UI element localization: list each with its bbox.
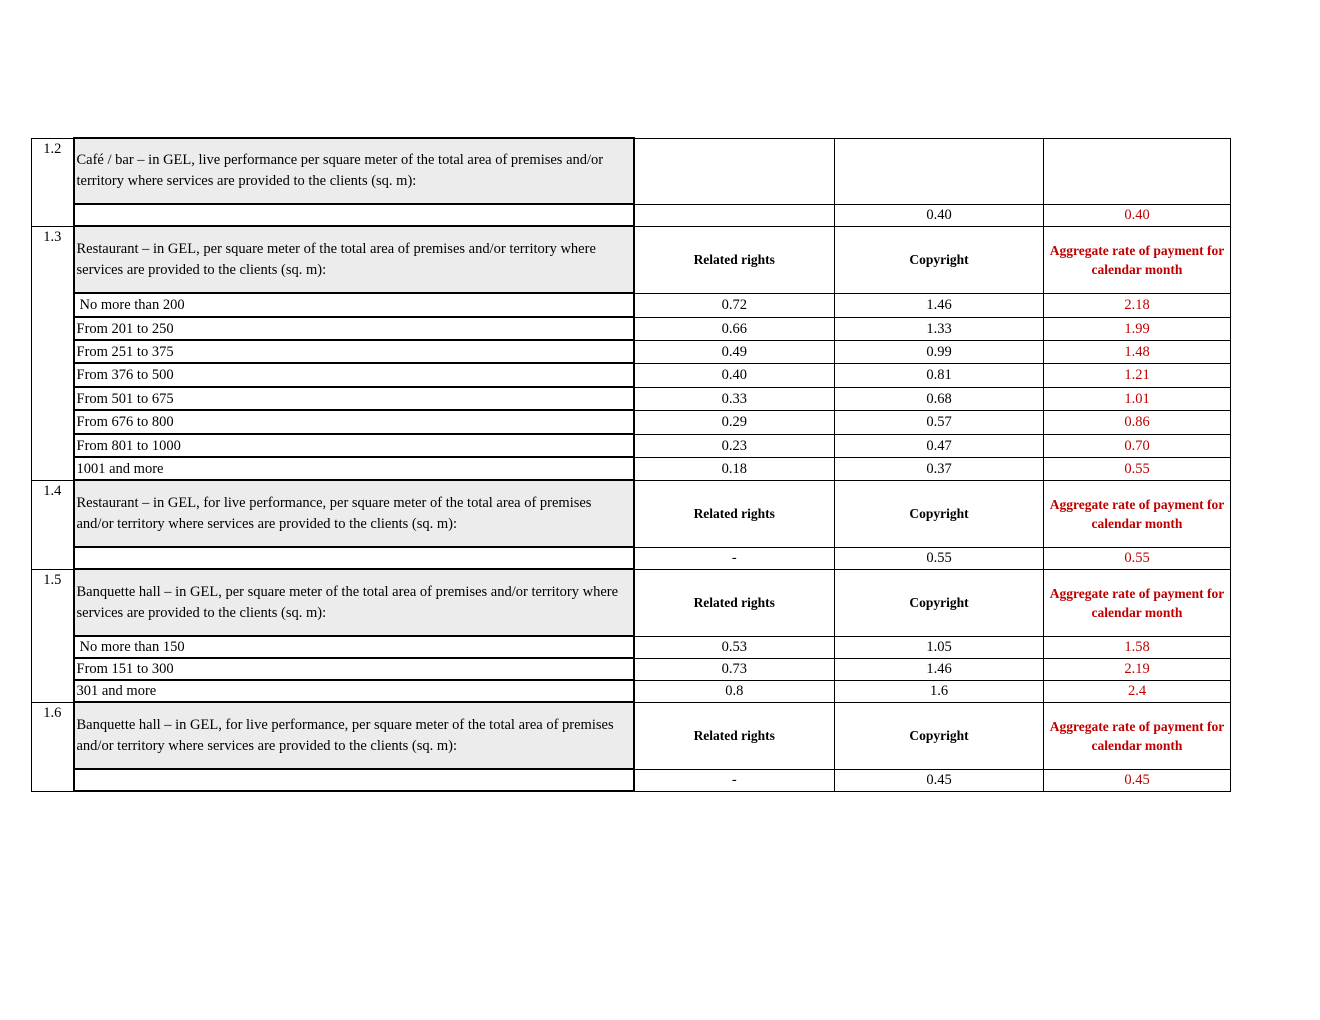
aggregate-rate-value: 2.4 <box>1044 680 1231 702</box>
related-rights-value: 0.72 <box>634 293 835 317</box>
aggregate-rate-header: Aggregate rate of payment for calendar month <box>1044 480 1231 547</box>
copyright-value: 0.37 <box>835 457 1044 480</box>
related-rights-value: - <box>634 769 835 791</box>
copyright-header: Copyright <box>835 480 1044 547</box>
aggregate-rate-value: 2.19 <box>1044 658 1231 680</box>
copyright-value: 1.05 <box>835 636 1044 658</box>
aggregate-rate-value: 0.40 <box>1044 204 1231 226</box>
row-label: No more than 150 <box>74 636 634 658</box>
copyright-value: 0.68 <box>835 387 1044 410</box>
row-label <box>74 547 634 569</box>
aggregate-rate-header: Aggregate rate of payment for calendar month <box>1044 226 1231 293</box>
copyright-value: 1.6 <box>835 680 1044 702</box>
row-label: From 801 to 1000 <box>74 434 634 457</box>
related-rights-header: Related rights <box>634 702 835 769</box>
aggregate-rate-value: 0.86 <box>1044 410 1231 434</box>
section-number: 1.6 <box>32 702 74 791</box>
section-description: Restaurant – in GEL, for live performance, per square meter of the total area of premises and/or territory where services are provided to the clients (sq. m): <box>74 480 634 547</box>
copyright-header: Copyright <box>835 569 1044 636</box>
aggregate-rate-value: 1.99 <box>1044 317 1231 340</box>
copyright-value: 1.46 <box>835 658 1044 680</box>
copyright-value: 0.45 <box>835 769 1044 791</box>
related-rights-value: 0.33 <box>634 387 835 410</box>
copyright-value: 0.99 <box>835 340 1044 363</box>
section-description: Banquette hall – in GEL, per square meter of the total area of premises and/or territory where services are provided to the clients (sq. m): <box>74 569 634 636</box>
related-rights-value: - <box>634 547 835 569</box>
copyright-header: Copyright <box>835 702 1044 769</box>
aggregate-rate-value: 0.45 <box>1044 769 1231 791</box>
related-rights-header: Related rights <box>634 480 835 547</box>
section-number: 1.2 <box>32 138 74 226</box>
section-number: 1.5 <box>32 569 74 702</box>
section-description: Banquette hall – in GEL, for live performance, per square meter of the total area of premises and/or territory where services are provided to the clients (sq. m): <box>74 702 634 769</box>
copyright-value: 0.55 <box>835 547 1044 569</box>
row-label: From 376 to 500 <box>74 363 634 387</box>
related-rights-value: 0.73 <box>634 658 835 680</box>
copyright-header: Copyright <box>835 226 1044 293</box>
related-rights-value: 0.29 <box>634 410 835 434</box>
related-rights-value: 0.23 <box>634 434 835 457</box>
related-rights-value: 0.40 <box>634 363 835 387</box>
related-rights-value: 0.18 <box>634 457 835 480</box>
row-label: 301 and more <box>74 680 634 702</box>
aggregate-rate-header: Aggregate rate of payment for calendar month <box>1044 569 1231 636</box>
rates-table <box>31 137 1231 792</box>
aggregate-rate-value: 0.70 <box>1044 434 1231 457</box>
related-rights-value: 0.53 <box>634 636 835 658</box>
row-label: From 501 to 675 <box>74 387 634 410</box>
related-rights-header: Related rights <box>634 226 835 293</box>
section-number: 1.3 <box>32 226 74 480</box>
row-label <box>74 769 634 791</box>
related-rights-value: 0.66 <box>634 317 835 340</box>
aggregate-rate-value: 1.48 <box>1044 340 1231 363</box>
copyright-value: 0.40 <box>835 204 1044 226</box>
related-rights-header: Related rights <box>634 569 835 636</box>
section-description: Café / bar – in GEL, live performance per square meter of the total area of premises and/or territory where services are provided to the clients (sq. m): <box>74 138 634 204</box>
copyright-value: 1.33 <box>835 317 1044 340</box>
related-rights-value: 0.8 <box>634 680 835 702</box>
aggregate-rate-value: 1.58 <box>1044 636 1231 658</box>
related-rights-value: 0.49 <box>634 340 835 363</box>
aggregate-rate-value: 0.55 <box>1044 547 1231 569</box>
empty-header-cell <box>1044 138 1231 204</box>
copyright-value: 1.46 <box>835 293 1044 317</box>
empty-header-cell <box>634 138 835 204</box>
copyright-value: 0.57 <box>835 410 1044 434</box>
aggregate-rate-value: 2.18 <box>1044 293 1231 317</box>
row-label: From 251 to 375 <box>74 340 634 363</box>
row-label: 1001 and more <box>74 457 634 480</box>
aggregate-rate-value: 0.55 <box>1044 457 1231 480</box>
empty-header-cell <box>835 138 1044 204</box>
aggregate-rate-value: 1.21 <box>1044 363 1231 387</box>
copyright-value: 0.81 <box>835 363 1044 387</box>
row-label: From 201 to 250 <box>74 317 634 340</box>
aggregate-rate-header: Aggregate rate of payment for calendar month <box>1044 702 1231 769</box>
row-label <box>74 204 634 226</box>
section-description: Restaurant – in GEL, per square meter of the total area of premises and/or territory where services are provided to the clients (sq. m): <box>74 226 634 293</box>
aggregate-rate-value: 1.01 <box>1044 387 1231 410</box>
row-label: From 151 to 300 <box>74 658 634 680</box>
row-label: No more than 200 <box>74 293 634 317</box>
section-number: 1.4 <box>32 480 74 569</box>
row-label: From 676 to 800 <box>74 410 634 434</box>
related-rights-value <box>634 204 835 226</box>
copyright-value: 0.47 <box>835 434 1044 457</box>
